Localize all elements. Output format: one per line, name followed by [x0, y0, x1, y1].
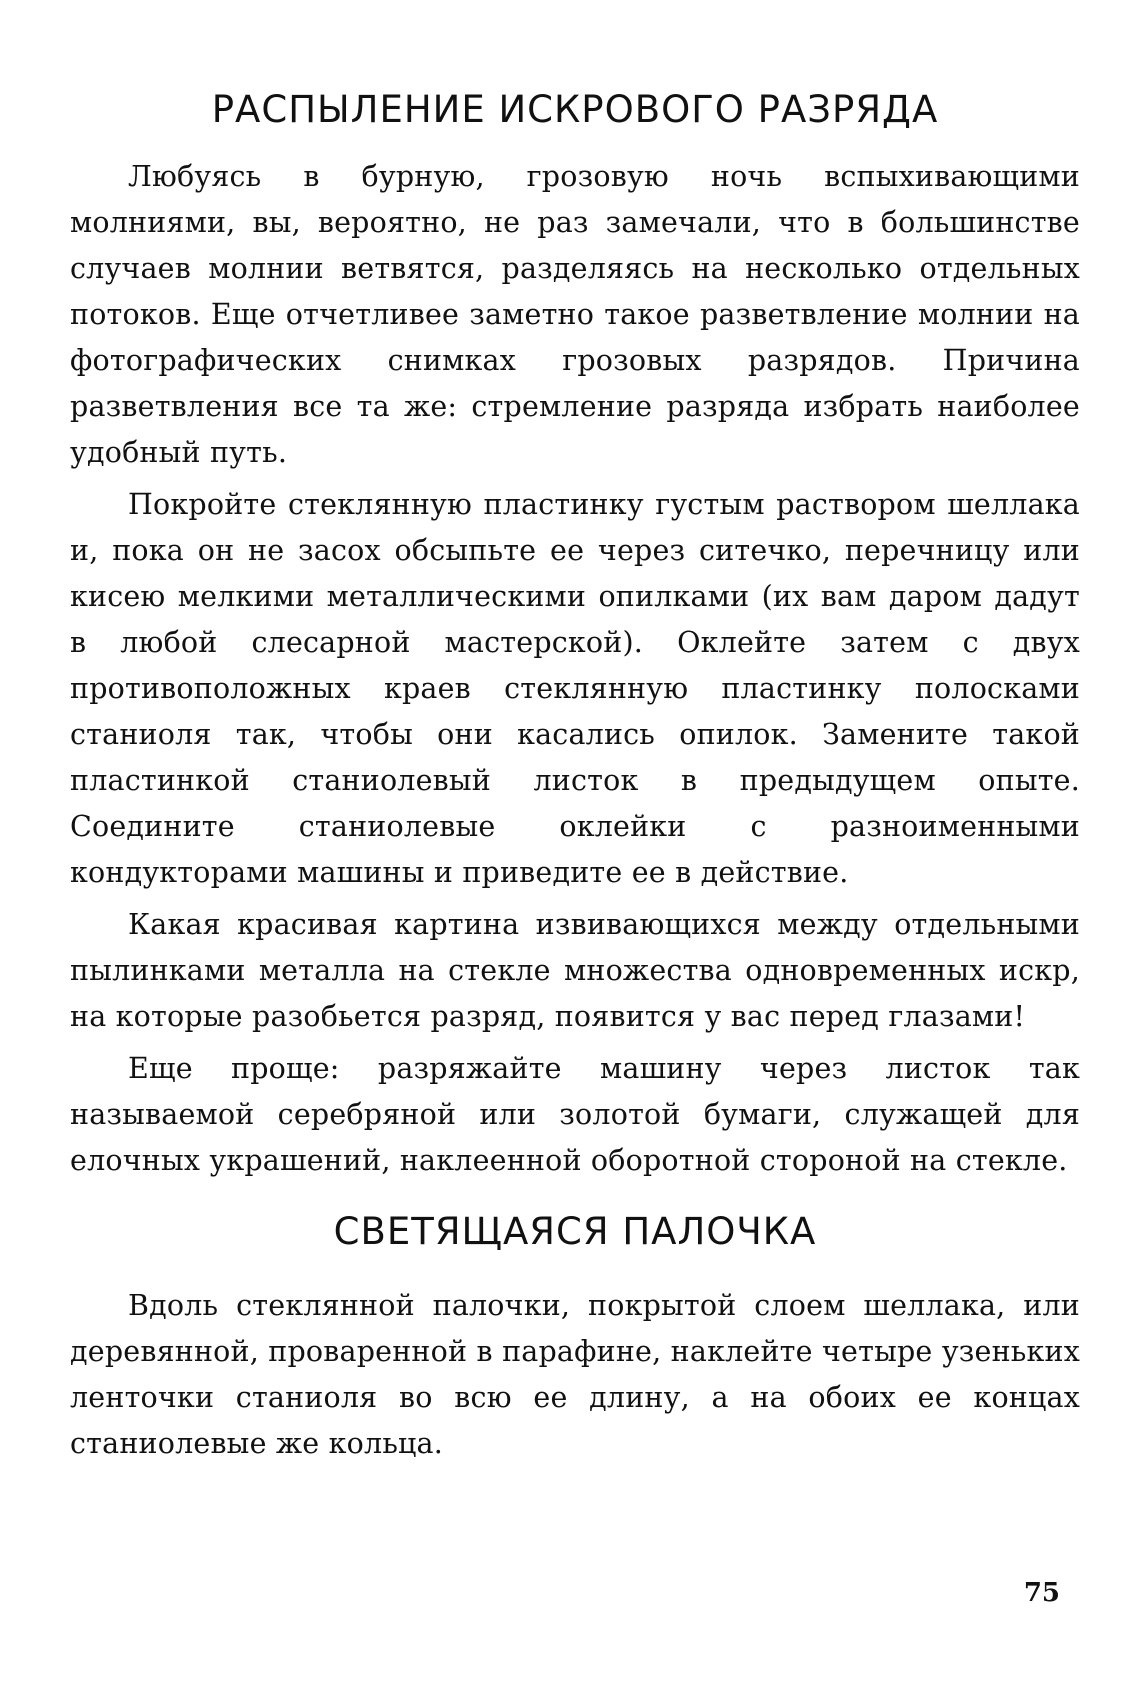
paragraph: Еще проще: разряжайте машину через листок так называемой серебряной или золотой бумаги, служащей для елочных украшений, наклеенной оборотной стороной на стекле. [70, 1052, 1080, 1178]
section-heading-spark-discharge: РАСПЫЛЕНИЕ ИСКРОВОГО РАЗРЯДА [211, 88, 939, 131]
page-number: 75 [1023, 1578, 1060, 1608]
paragraph: Вдоль стеклянной палочки, покрытой слоем шеллака, или деревянной, проваренной в парафине, наклейте четыре узеньких ленточки станиоля во всю ее длину, а на обоих ее концах станиолевые же кольца. [70, 1288, 1080, 1460]
book-page [70, 70, 1080, 1660]
section-heading-glowing-stick: СВЕТЯЩАЯСЯ ПАЛОЧКА [333, 1210, 817, 1254]
paragraph: Покройте стеклянную пластинку густым раствором шеллака и, пока он не засох обсыпьте ее через ситечко, перечницу или кисею мелкими металлическими опилками (их вам даром дадут в любой слесарной мастерской). Оклейте затем с двух противоположных краев стеклянную пластинку полосками станиоля так, чтобы они касались опилок. Замените такой пластинкой станиолевый листок в предыдущем опыте. Соедините станиолевые оклейки с разноименными кондукторами машины и приведите ее в действие. [70, 488, 1080, 890]
paragraph: Любуясь в бурную, грозовую ночь вспыхивающими молниями, вы, вероятно, не раз замечали, что в большинстве случаев молнии ветвятся, разделяясь на несколько отдельных потоков. Еще отчетливее заметно такое разветвление молнии на фотографических снимках грозовых разрядов. Причина разветвления все та же: стремление разряда избрать наиболее удобный путь. [70, 160, 1080, 470]
paragraph: Какая красивая картина извивающихся между отдельными пылинками металла на стекле множества одновременных искр, на которые разобьется разряд, появится у вас перед глазами! [70, 908, 1080, 1034]
